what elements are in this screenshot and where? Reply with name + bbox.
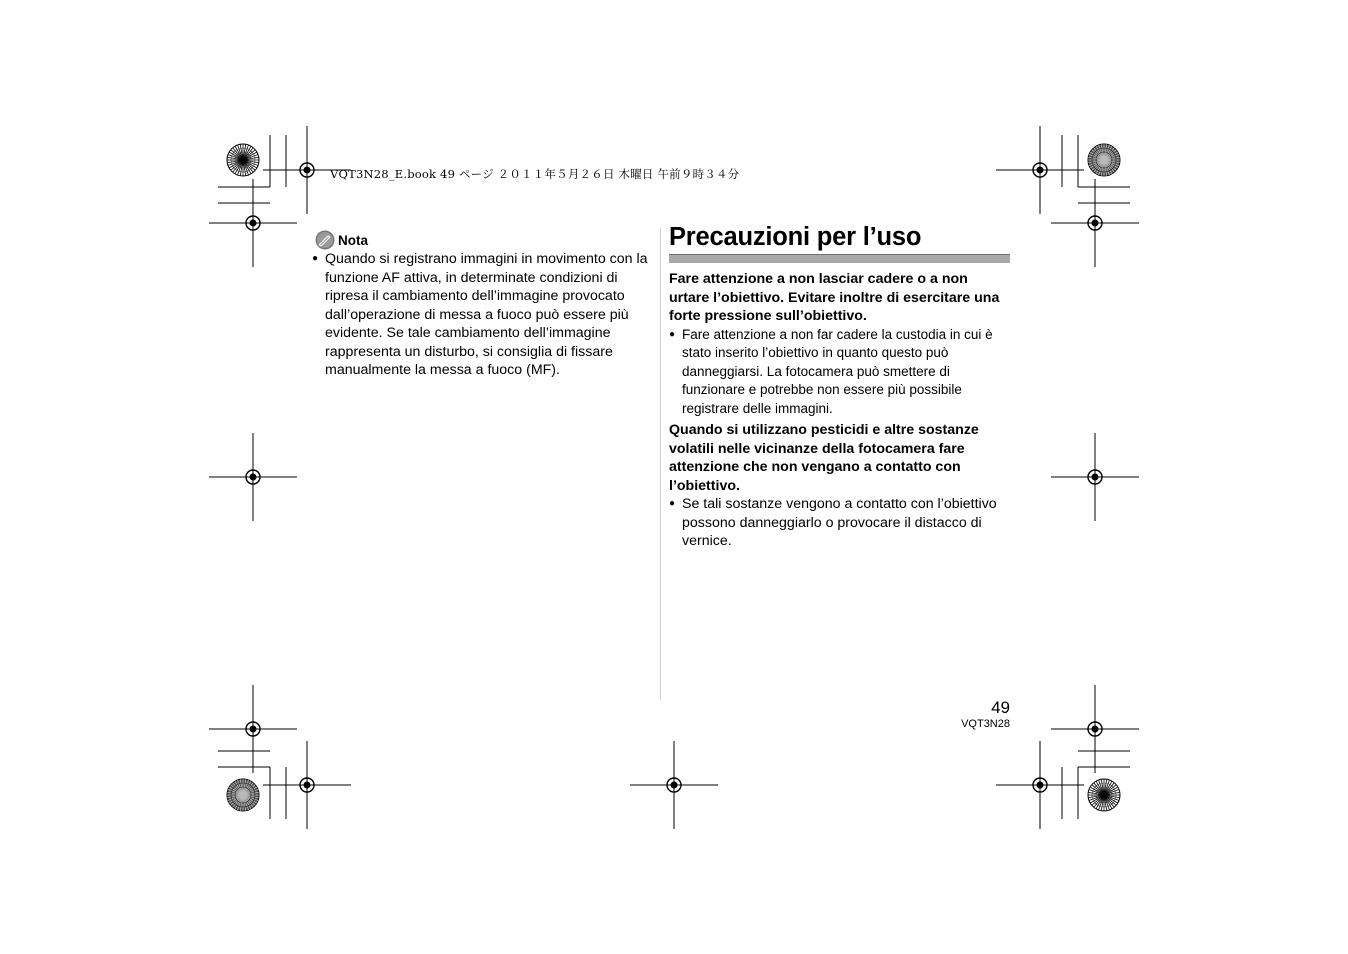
section-1-heading: Fare attenzione a non lasciar cadere o a non urtare l’obiettivo. Evitare inoltre di esercitare una forte pressione sull’obiettivo. <box>669 271 1000 324</box>
note-bullet <box>312 250 650 380</box>
color-star-target-top-left <box>227 144 259 176</box>
note-text: Quando si registrano immagini in movimento con la funzione AF attiva, in determinate condizioni di ripresa il cambiamento dell’immagine provocato dall’operazione di messa a fuoco può essere più evidente. Se tale cambiamento dell’immagine rappresenta un disturbo, si consiglia di fissare manualmente la messa a fuoco (MF). <box>325 251 648 378</box>
section-2-heading: Quando si utilizzano pesticidi e altre sostanze volatili nelle vicinanze della fotocamera fare attenzione che non vengano a contatto con l’obiettivo. <box>669 422 979 494</box>
bullet-dot-icon: ● <box>669 498 676 509</box>
section-1-bullet <box>669 326 1010 419</box>
color-star-target-bottom-right <box>1088 779 1120 811</box>
color-star-target-bottom-left <box>227 779 259 811</box>
note-label: Nota <box>338 232 368 248</box>
section-2-bullet <box>669 495 1010 551</box>
page-title: Precauzioni per l’uso <box>669 223 922 251</box>
model-code: VQT3N28 <box>961 718 1010 730</box>
bullet-dot-icon: ● <box>669 328 676 340</box>
bullet-dot-icon: ● <box>312 253 319 264</box>
section-2-text: Se tali sostanze vengono a contatto con l’obiettivo possono danneggiarlo o provocare il distacco di vernice. <box>682 496 997 549</box>
right-column <box>669 222 1010 551</box>
print-header: VQT3N28_E.book 49 ページ ２０１１年５月２６日 木曜日 午前９時３４分 <box>330 167 740 181</box>
column-divider <box>660 228 661 700</box>
section-1-text: Fare attenzione a non far cadere la custodia in cui è stato inserito l’obiettivo in quanto questo può danneggiarsi. La fotocamera può smettere di funzionare e potrebbe non essere più possibile registrare delle immagini. <box>682 326 993 416</box>
page-number: 49 <box>991 698 1010 717</box>
left-column <box>312 230 650 380</box>
pencil-icon <box>315 230 335 250</box>
title-underline-bar <box>669 254 1010 263</box>
note-heading <box>315 230 650 250</box>
color-star-target-top-right <box>1088 144 1120 176</box>
